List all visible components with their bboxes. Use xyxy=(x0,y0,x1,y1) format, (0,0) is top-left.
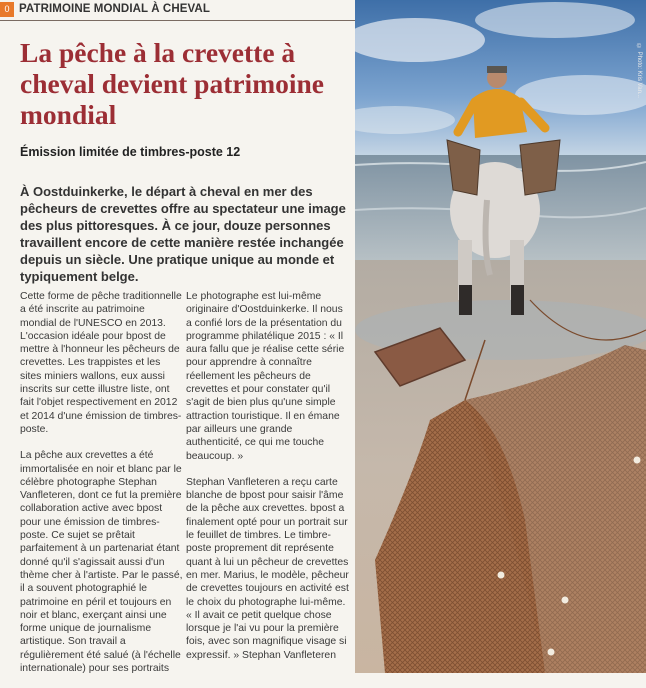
column-2 xyxy=(186,290,349,675)
article-subtitle: Émission limitée de timbres-poste 12 xyxy=(20,145,241,159)
page-number: 0 xyxy=(0,2,14,17)
header-rule xyxy=(0,20,355,21)
photo-credit: © Photo: Kris Van... xyxy=(636,44,642,98)
page-header xyxy=(0,0,355,20)
article-lead: À Oostduinkerke, le départ à cheval en mer des pêcheurs de crevettes offre au spectateur une image des plus pittoresques. À ce jour, douze personnes travaillent encore de cette manière restée inchangée depuis un siècle. Une pratique unique au monde et typiquement belge. xyxy=(20,184,346,284)
column-1-paragraph-1: Cette forme de pêche traditionnelle a été inscrite au patrimoine mondial de l'UNESCO en 2013. L'occasion idéale pour bpost de mettre à l'honneur les pêcheurs de crevettes. Les trappistes et les sites miniers wallons, eux aussi inscrits sur cette illustre liste, ont fait l'objet respectivement en 2012 et 2014 d'une émission de timbres-poste. xyxy=(20,291,182,435)
section-label: PATRIMOINE MONDIAL À CHEVAL xyxy=(19,3,210,15)
column-1 xyxy=(20,290,183,688)
article-title: La pêche à la crevette à cheval devient patrimoine mondial xyxy=(20,37,324,130)
column-2-paragraph-1: Le photographe est lui-même originaire d'Oostduinkerke. Il nous a confié lors de la présentation du programme philatélique 2015 : « Il aura fallu que je réalise cette série pour apprendre à connaître réellement les pêcheurs de crevettes et pour constater qu'il s'agit de bien plus qu'une simple attraction touristique. Il en émane par ailleurs une grande authenticité, ce qui me touche beaucoup. » xyxy=(186,291,345,462)
column-1-paragraph-2: La pêche aux crevettes a été immortalisée en noir et blanc par le célèbre photographe Stephan Vanfleteren, dont ce fut la première collaboration active avec bpost pour une émission de timbres-poste. Ce sujet se prêtait parfaitement à un partenariat étant donné qu'il s'agissait aussi d'un thème cher à l'artiste. Par le passé, il a souvent photographié le patrimoine en péril et toujours en noir et blanc, exerçant ainsi une forme unique de journalisme artistique. Son travail a régulièrement été salué (à l'échelle internationale) pour ses portraits xyxy=(20,450,183,675)
column-2-paragraph-2: Stephan Vanfleteren a reçu carte blanche de bpost pour saisir l'âme de la pêche aux crevettes. bpost a finalement opté pour un portrait sur le feuillet de timbres. Le timbre-poste proprement dit représente quant à lui un pêcheur de crevettes en mer. Marius, le modèle, pêcheur de crevettes toujours en activité est le choix du photographe lui-même. « Il avait ce petit quelque chose lorsque je l'ai vu pour la première fois, avec son magnifique visage si expressif. » Stephan Vanfleteren xyxy=(186,476,349,661)
shrimp-fisher-horse-photo xyxy=(355,0,646,673)
